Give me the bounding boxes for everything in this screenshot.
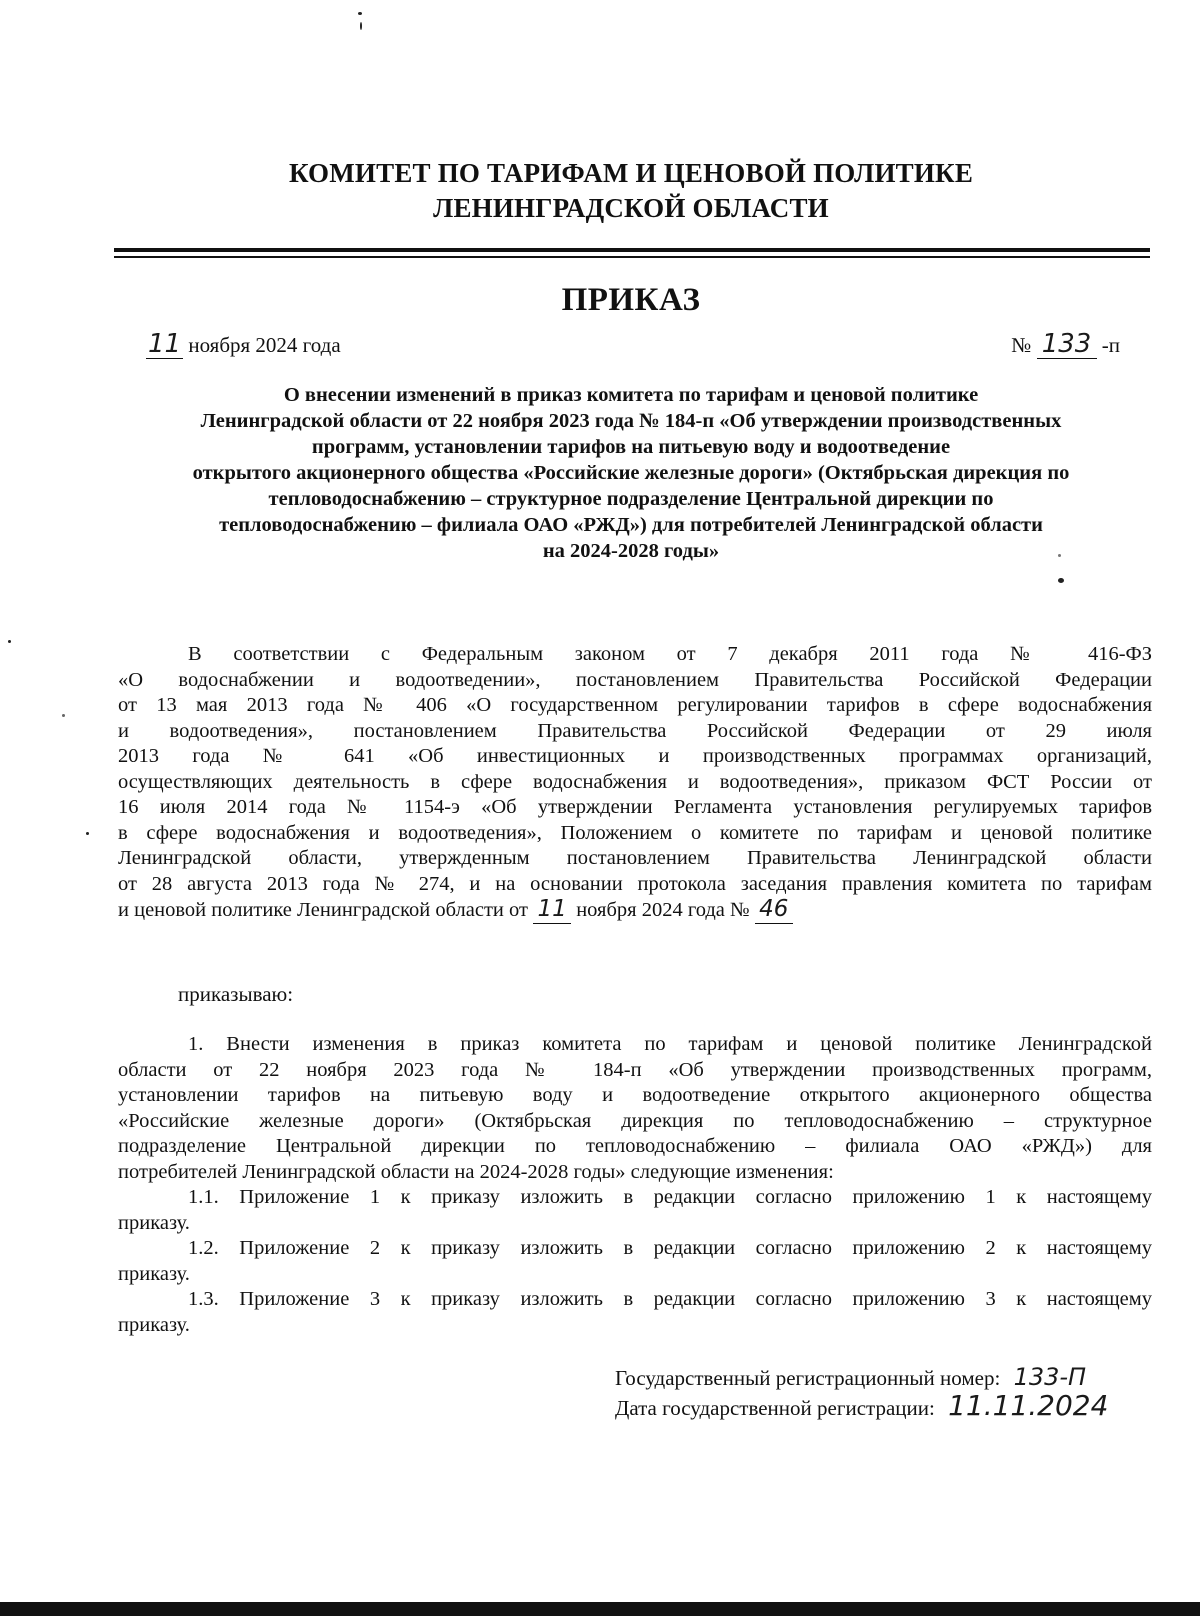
order-number-prefix: № bbox=[1011, 333, 1032, 357]
preamble-line: 2013 года № 641 «Об инвестиционных и производственных программах организаций, bbox=[118, 745, 1152, 767]
registration-date-label: Дата государственной регистрации: bbox=[615, 1396, 935, 1420]
scan-speck bbox=[86, 832, 89, 835]
order-number-suffix: -п bbox=[1101, 333, 1120, 357]
scan-speck bbox=[8, 640, 11, 643]
subitem-1-1-line: 1.1. Приложение 1 к приказу изложить в редакции согласно приложению 1 к настоящему bbox=[188, 1186, 1152, 1208]
subject-line: тепловодоснабжению – структурное подразделение Центральной дирекции по bbox=[268, 488, 994, 510]
protocol-number-handwritten: 46 bbox=[755, 897, 793, 924]
scan-speck bbox=[1058, 578, 1064, 583]
preamble-last-line bbox=[118, 897, 1152, 924]
scan-speck bbox=[358, 12, 362, 15]
registration-number-row bbox=[615, 1364, 1108, 1392]
document-type-title: ПРИКАЗ bbox=[561, 282, 701, 318]
order-number bbox=[1011, 330, 1120, 359]
item-1-line: 1. Внести изменения в приказ комитета по тарифам и ценовой политике Ленинградской bbox=[188, 1033, 1152, 1055]
scan-speck bbox=[360, 22, 362, 30]
header-divider-thick bbox=[114, 248, 1150, 252]
preamble-line: Ленинградской области, утвержденным постановлением Правительства Ленинградской области bbox=[118, 847, 1152, 869]
subject-line: О внесении изменений в приказ комитета по тарифам и ценовой политике bbox=[283, 384, 979, 406]
registration-date-handwritten: 11.11.2024 bbox=[948, 1389, 1109, 1422]
order-date-rest: ноября 2024 года bbox=[188, 333, 341, 357]
registration-number-handwritten: 133-П bbox=[1013, 1363, 1087, 1391]
subject-line: на 2024-2028 годы» bbox=[542, 540, 720, 562]
organization-title-line2: ЛЕНИНГРАДСКОЙ ОБЛАСТИ bbox=[433, 193, 829, 223]
subitem-1-3-line: 1.3. Приложение 3 к приказу изложить в редакции согласно приложению 3 к настоящему bbox=[188, 1288, 1152, 1310]
preamble-line: от 13 мая 2013 года № 406 «О государственном регулировании тарифов в сфере водоснабжения bbox=[118, 694, 1152, 716]
preamble-line: от 28 августа 2013 года № 274, и на основании протокола заседания правления комитета по тарифам bbox=[118, 872, 1152, 895]
ordering-word: приказываю: bbox=[178, 982, 294, 1006]
organization-title bbox=[0, 156, 1200, 226]
organization-title-line1: КОМИТЕТ ПО ТАРИФАМ И ЦЕНОВОЙ ПОЛИТИКЕ bbox=[288, 158, 974, 188]
header-divider-thin bbox=[114, 256, 1150, 258]
subitem-1-2-tail: приказу. bbox=[118, 1262, 190, 1285]
preamble-last-line-start: и ценовой политике Ленинградской области от bbox=[118, 899, 528, 921]
registration-date-row bbox=[615, 1389, 1109, 1422]
item-1-line: установлении тарифов на питьевую воду и водоотведение открытого акционерного общества bbox=[118, 1084, 1152, 1106]
item-1-line: подразделение Центральной дирекции по тепловодоснабжению – филиала ОАО «РЖД») для bbox=[118, 1135, 1152, 1157]
order-date bbox=[146, 330, 341, 359]
subitem-1-2-line: 1.2. Приложение 2 к приказу изложить в редакции согласно приложению 2 к настоящему bbox=[188, 1237, 1152, 1259]
preamble-line: «О водоснабжении и водоотведении», постановлением Правительства Российской Федерации bbox=[118, 668, 1152, 691]
subject-line: открытого акционерного общества «Российские железные дороги» (Октябрьская дирекция по bbox=[192, 462, 1070, 484]
subject-line: Ленинградской области от 22 ноября 2023 года № 184-п «Об утверждении производственных bbox=[200, 410, 1062, 432]
preamble-line: В соответствии с Федеральным законом от 7 декабря 2011 года № 416-ФЗ bbox=[188, 643, 1152, 665]
preamble-last-line-mid: ноября 2024 года № bbox=[576, 899, 750, 921]
protocol-day-handwritten: 11 bbox=[533, 897, 571, 924]
preamble-paragraph bbox=[118, 642, 1152, 924]
order-date-day-handwritten: 11 bbox=[148, 329, 182, 359]
subitem-1-3-tail: приказу. bbox=[118, 1313, 190, 1336]
item-1-last-line: потребителей Ленинградской области на 2024-2028 годы» следующие изменения: bbox=[118, 1160, 834, 1183]
registration-block bbox=[615, 1364, 1108, 1422]
scan-speck bbox=[62, 714, 65, 717]
item-1-line: «Российские железные дороги» (Октябрьская дирекция по тепловодоснабжению – структурное bbox=[118, 1109, 1152, 1132]
scan-bottom-edge bbox=[0, 1602, 1200, 1616]
order-number-handwritten: 133 bbox=[1037, 330, 1097, 359]
item-1-paragraph bbox=[118, 1032, 1152, 1338]
preamble-line: и водоотведения», постановлением Правительства Российской Федерации от 29 июля bbox=[118, 719, 1152, 742]
preamble-line: 16 июля 2014 года № 1154-э «Об утверждении Регламента установления регулируемых тарифов bbox=[118, 796, 1152, 818]
preamble-line: осуществляющих деятельность в сфере водоснабжения и водоотведения», приказом ФСТ России от bbox=[118, 770, 1152, 793]
subitem-1-1-tail: приказу. bbox=[118, 1211, 190, 1234]
preamble-line: в сфере водоснабжения и водоотведения», Положением о комитете по тарифам и ценовой политике bbox=[118, 821, 1152, 844]
registration-number-label: Государственный регистрационный номер: bbox=[615, 1366, 1001, 1390]
subject-line: тепловодоснабжению – филиала ОАО «РЖД») для потребителей Ленинградской области bbox=[219, 514, 1043, 536]
item-1-line: области от 22 ноября 2023 года № 184-п «Об утверждении производственных программ, bbox=[118, 1058, 1152, 1081]
scan-speck bbox=[1058, 554, 1061, 557]
subject-line: программ, установлении тарифов на питьевую воду и водоотведение bbox=[311, 436, 951, 458]
order-subject bbox=[118, 382, 1144, 564]
